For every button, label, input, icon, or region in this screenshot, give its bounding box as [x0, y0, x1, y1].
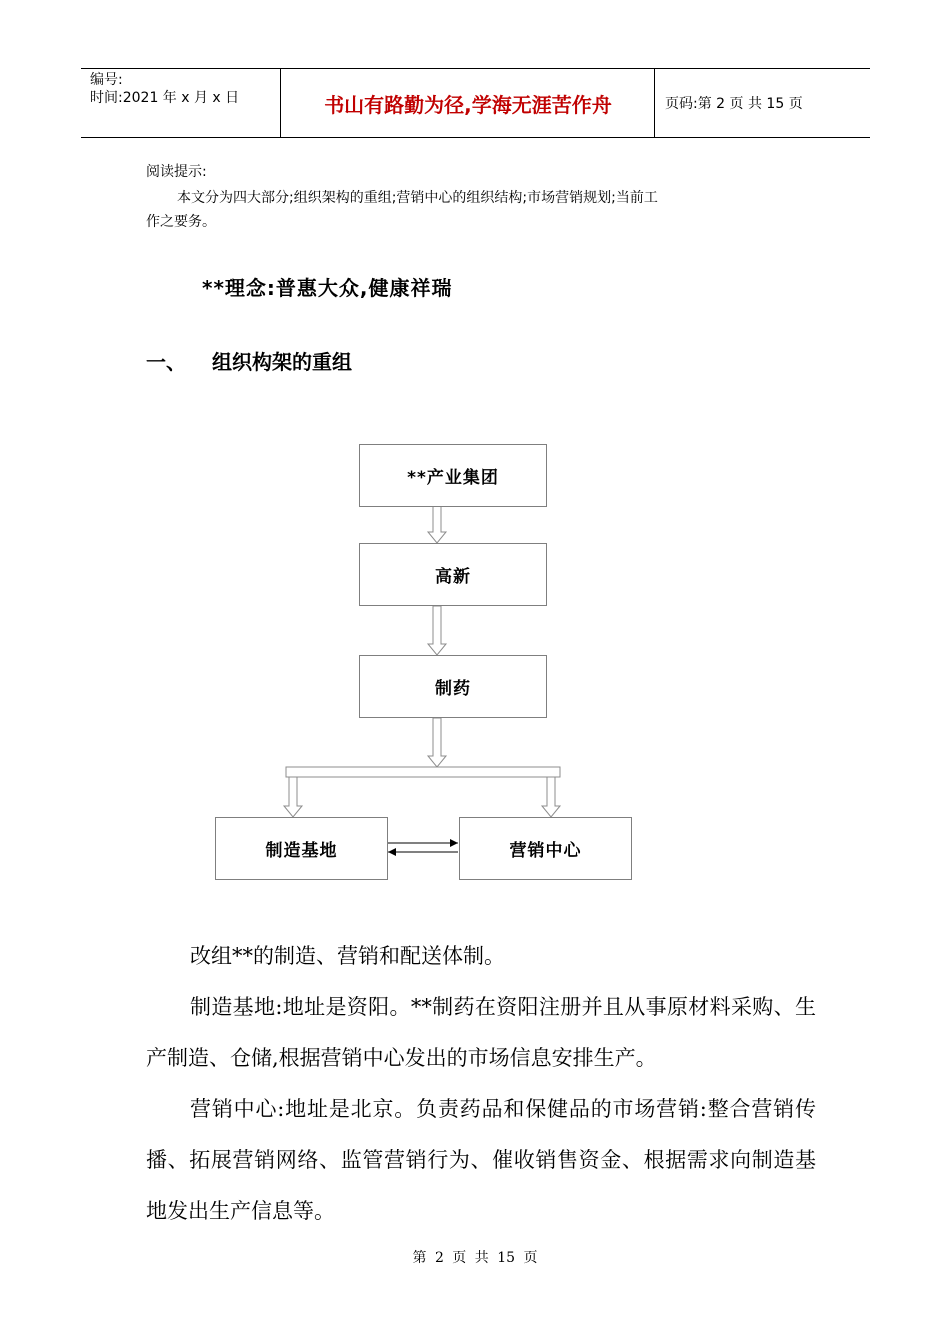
org-box-group: **产业集团: [359, 444, 547, 507]
paragraph-reorganization: 改组**的制造、营销和配送体制。: [190, 944, 505, 968]
document-number-label: 编号:: [90, 72, 123, 88]
section-number: 一、: [146, 350, 186, 374]
paragraph-manufacturing-base: 制造基地:地址是资阳。**制药在资阳注册并且从事原材料采购、生产制造、仓储,根据营销中心发出的市场信息安排生产。: [146, 995, 816, 1070]
document-time-label: 时间:2021 年 x 月 x 日: [90, 90, 240, 106]
header-motto: 书山有路勤为径,学海无涯苦作舟: [282, 69, 655, 137]
reading-tip-line2: 作之要务。: [146, 214, 216, 230]
header-page-info: 页码:第 2 页 共 15 页: [665, 96, 803, 112]
reading-tip-title: 阅读提示:: [146, 164, 207, 180]
org-box-pharma: 制药: [359, 655, 547, 718]
paragraph-marketing-center: 营销中心:地址是北京。负责药品和保健品的市场营销:整合营销传播、拓展营销网络、监管营销行为、催收销售资金、根据需求向制造基地发出生产信息等。: [146, 1097, 816, 1223]
org-box-manufacturing: 制造基地: [215, 817, 388, 880]
org-box-hitech: 高新: [359, 543, 547, 606]
philosophy-heading: **理念:普惠大众,健康祥瑞: [202, 276, 453, 300]
org-box-marketing: 营销中心: [459, 817, 632, 880]
reading-tip-line1: 本文分为四大部分;组织架构的重组;营销中心的组织结构;市场营销规划;当前工: [177, 190, 658, 206]
page-footer: 第 2 页 共 15 页: [412, 1250, 538, 1266]
section-title: 组织构架的重组: [212, 350, 352, 374]
